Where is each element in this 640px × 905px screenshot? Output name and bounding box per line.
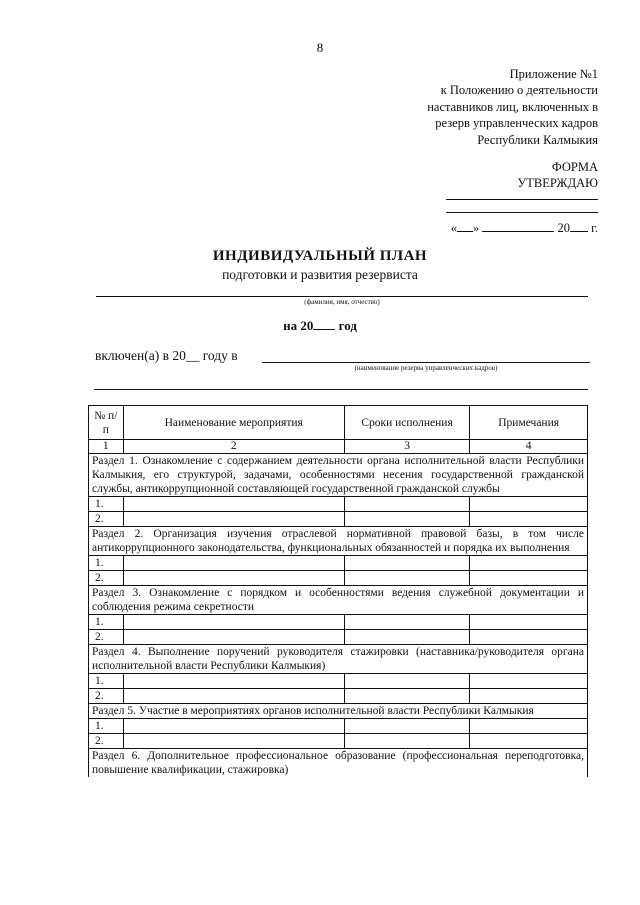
table-row: [89, 689, 588, 704]
page-number: 8: [316, 40, 324, 55]
reserve-caption: (наименование резерва управленческих кадров): [354, 364, 498, 372]
row-number: 1.: [89, 719, 124, 734]
table-row: [89, 512, 588, 527]
activity-cell[interactable]: [123, 571, 344, 586]
notes-cell[interactable]: [470, 615, 588, 630]
row-number: 1.: [89, 615, 124, 630]
deadline-cell[interactable]: [344, 630, 469, 645]
section-title: Раздел 4. Выполнение поручений руководителя стажировки (наставника/руководителя органа исполнительной власти Республики Калмыкия): [89, 645, 588, 674]
section-row: [89, 527, 588, 556]
deadline-cell[interactable]: [344, 512, 469, 527]
date-day-blank[interactable]: [457, 219, 473, 232]
year-blank[interactable]: [313, 318, 335, 330]
table-row: [89, 615, 588, 630]
notes-cell[interactable]: [470, 674, 588, 689]
deadline-cell[interactable]: [344, 556, 469, 571]
row-number: 1.: [89, 497, 124, 512]
date-year-prefix: 20: [557, 221, 571, 235]
notes-cell[interactable]: [470, 556, 588, 571]
row-number: 2.: [89, 734, 124, 749]
notes-cell[interactable]: [470, 571, 588, 586]
section-title: Раздел 3. Ознакомление с порядком и особенностями ведения служебной документации и соблюдения режима секретности: [89, 586, 588, 615]
header-notes: Примечания: [470, 406, 588, 440]
activity-cell[interactable]: [123, 630, 344, 645]
column-number: 2: [123, 440, 344, 454]
activity-cell[interactable]: [123, 497, 344, 512]
activity-cell[interactable]: [123, 512, 344, 527]
section-row: [89, 645, 588, 674]
document-title: ИНДИВИДУАЛЬНЫЙ ПЛАН: [212, 248, 428, 264]
activity-cell[interactable]: [123, 674, 344, 689]
reserve-continuation-line[interactable]: [94, 389, 588, 390]
signature-name-line[interactable]: [446, 212, 598, 213]
row-number: 1.: [89, 674, 124, 689]
form-approval-block: [517, 159, 598, 191]
fio-caption: (фамилия, имя, отчество): [304, 298, 380, 306]
section-title: Раздел 2. Организация изучения отраслевой нормативной правовой базы, в том числе антикоррупционного законодательства, функциональных обязанностей и порядка их выполнения: [89, 527, 588, 556]
table-row: [89, 497, 588, 512]
annex-line: Республики Калмыкия: [477, 132, 598, 147]
fio-field-line[interactable]: [96, 296, 588, 297]
signature-line[interactable]: [446, 199, 598, 200]
deadline-cell[interactable]: [344, 615, 469, 630]
row-number: 2.: [89, 571, 124, 586]
notes-cell[interactable]: [470, 630, 588, 645]
reserve-field-line[interactable]: [262, 362, 590, 363]
activity-cell[interactable]: [123, 689, 344, 704]
section-row: [89, 704, 588, 719]
header-number: № п/п: [89, 406, 124, 440]
row-number: 2.: [89, 689, 124, 704]
notes-cell[interactable]: [470, 512, 588, 527]
annex-line: к Положению о деятельности: [440, 83, 598, 98]
date-year-suffix: г.: [591, 221, 598, 235]
approve-label: УТВЕРЖДАЮ: [517, 176, 598, 190]
deadline-cell[interactable]: [344, 719, 469, 734]
section-title: Раздел 6. Дополнительное профессиональное образование (профессиональная переподготовка, повышение квалификации, стажировка): [89, 749, 588, 778]
document-subtitle: подготовки и развития резервиста: [222, 267, 418, 282]
row-number: 2.: [89, 630, 124, 645]
table-row: [89, 630, 588, 645]
column-number: 3: [344, 440, 469, 454]
activity-cell[interactable]: [123, 615, 344, 630]
annex-line: наставников лиц, включенных в: [427, 99, 598, 114]
header-activity: Наименование мероприятия: [123, 406, 344, 440]
date-month-blank[interactable]: [482, 219, 554, 232]
column-numbers-row: [89, 440, 588, 454]
section-title: Раздел 5. Участие в мероприятиях органов исполнительной власти Республики Калмыкия: [89, 704, 588, 719]
table-header-row: [89, 406, 588, 440]
section-row: [89, 454, 588, 497]
column-number: 1: [89, 440, 124, 454]
table-row: [89, 734, 588, 749]
year-suffix: год: [338, 318, 357, 333]
annex-line: резерв управленческих кадров: [435, 116, 598, 131]
activity-cell[interactable]: [123, 556, 344, 571]
section-row: [89, 749, 588, 778]
annex-block: [427, 66, 598, 148]
deadline-cell[interactable]: [344, 571, 469, 586]
plan-table: [88, 405, 588, 777]
plan-year: [0, 318, 640, 334]
included-label: включен(а) в 20__ году в: [95, 348, 238, 363]
deadline-cell[interactable]: [344, 674, 469, 689]
date-open-quote: «: [450, 221, 458, 235]
deadline-cell[interactable]: [344, 734, 469, 749]
row-number: 2.: [89, 512, 124, 527]
notes-cell[interactable]: [470, 719, 588, 734]
table-row: [89, 719, 588, 734]
approval-date: [451, 219, 598, 236]
deadline-cell[interactable]: [344, 497, 469, 512]
activity-cell[interactable]: [123, 734, 344, 749]
column-number: 4: [470, 440, 588, 454]
section-title: Раздел 1. Ознакомление с содержанием деятельности органа исполнительной власти Республики Калмыкия, его структурой, задачами, особенностями несения государственной гражданской службы, антикоррупционной составляющей государственной гражданской службы: [89, 454, 588, 497]
year-prefix: на 20: [283, 318, 314, 333]
notes-cell[interactable]: [470, 689, 588, 704]
notes-cell[interactable]: [470, 734, 588, 749]
deadline-cell[interactable]: [344, 689, 469, 704]
section-row: [89, 586, 588, 615]
row-number: 1.: [89, 556, 124, 571]
table-row: [89, 674, 588, 689]
activity-cell[interactable]: [123, 719, 344, 734]
header-deadline: Сроки исполнения: [344, 406, 469, 440]
table-row: [89, 571, 588, 586]
form-label: ФОРМА: [551, 160, 598, 174]
annex-line: Приложение №1: [509, 67, 598, 81]
notes-cell[interactable]: [470, 497, 588, 512]
date-close-quote: »: [473, 221, 480, 235]
table-row: [89, 556, 588, 571]
date-year-blank[interactable]: [570, 219, 588, 232]
